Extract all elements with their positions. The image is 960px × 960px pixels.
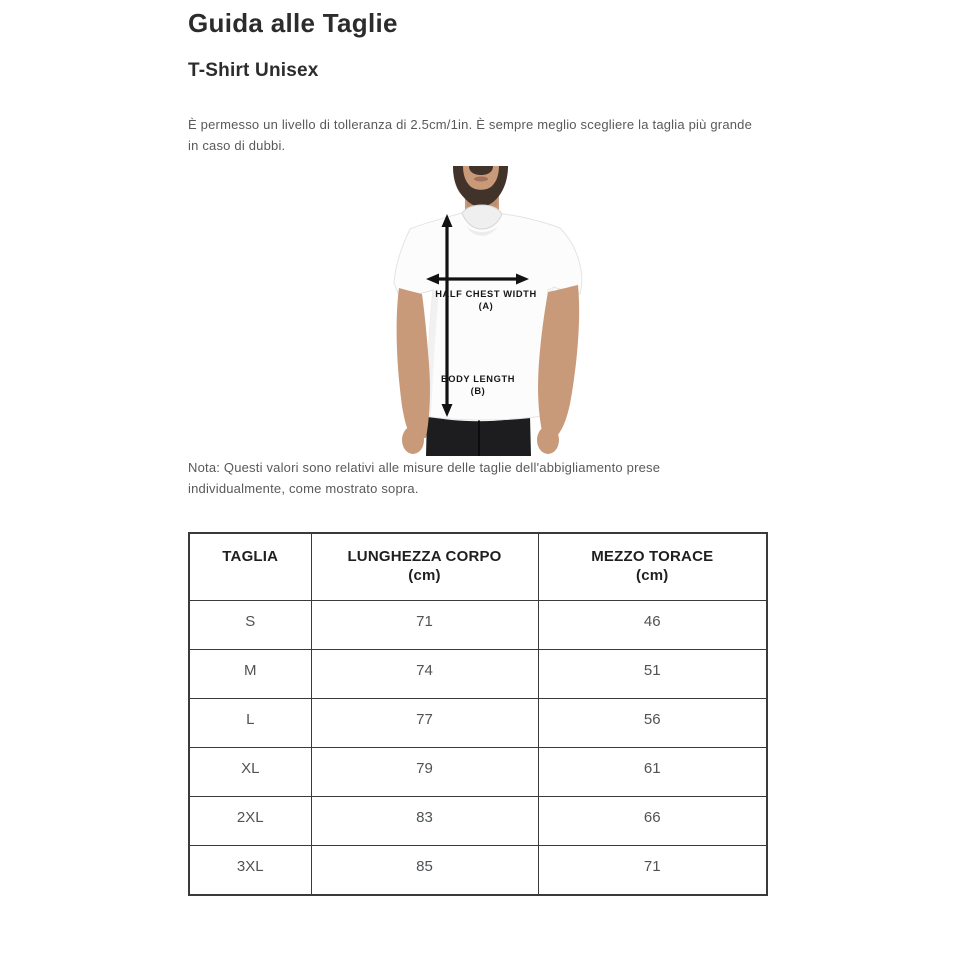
column-header-lunghezza-corpo: LUNGHEZZA CORPO (cm) — [311, 533, 538, 601]
table-row-xl — [189, 748, 767, 797]
half-chest-width-code: (A) — [478, 301, 494, 311]
size-table — [188, 532, 768, 896]
tolerance-note-line1: È permesso un livello di tolleranza di 2.5cm/1in. È sempre meglio scegliere la taglia più grande — [188, 117, 753, 132]
half-chest-cell: 56 — [538, 699, 767, 748]
size-cell: L — [189, 699, 311, 748]
size-cell: 3XL — [189, 846, 311, 896]
table-row-l — [189, 699, 767, 748]
tolerance-note-line2: in caso di dubbi. — [188, 138, 286, 153]
body-length-code: (B) — [470, 386, 486, 396]
size-cell: M — [189, 650, 311, 699]
tshirt-measurement-diagram — [188, 166, 788, 456]
length-cell: 79 — [311, 748, 538, 797]
measurement-note — [188, 457, 790, 499]
half-chest-cell: 46 — [538, 601, 767, 650]
length-cell: 71 — [311, 601, 538, 650]
half-chest-width-label: HALF CHEST WIDTH — [435, 289, 537, 299]
half-chest-cell: 61 — [538, 748, 767, 797]
length-cell: 83 — [311, 797, 538, 846]
page-title: Guida alle Taglie — [188, 8, 398, 38]
size-table-header-row — [189, 533, 767, 601]
half-chest-cell: 51 — [538, 650, 767, 699]
size-cell: S — [189, 601, 311, 650]
size-cell: XL — [189, 748, 311, 797]
body-length-label: BODY LENGTH — [440, 374, 516, 384]
measurement-note-line2: individualmente, come mostrato sopra. — [188, 481, 419, 496]
table-row-m — [189, 650, 767, 699]
length-cell: 85 — [311, 846, 538, 896]
tshirt-diagram-illustration — [338, 166, 638, 456]
length-cell: 77 — [311, 699, 538, 748]
model-pants — [426, 416, 531, 456]
table-row-3xl — [189, 846, 767, 896]
table-row-s — [189, 601, 767, 650]
column-header-taglia: TAGLIA — [189, 533, 311, 601]
table-row-2xl — [189, 797, 767, 846]
half-chest-cell: 71 — [538, 846, 767, 896]
column-header-mezzo-torace: MEZZO TORACE (cm) — [538, 533, 767, 601]
tolerance-note — [188, 114, 790, 156]
measurement-note-line1: Nota: Questi valori sono relativi alle misure delle taglie dell'abbigliamento prese — [188, 460, 661, 475]
half-chest-cell: 66 — [538, 797, 767, 846]
size-cell: 2XL — [189, 797, 311, 846]
product-subtitle: T-Shirt Unisex — [188, 60, 319, 81]
length-cell: 74 — [311, 650, 538, 699]
